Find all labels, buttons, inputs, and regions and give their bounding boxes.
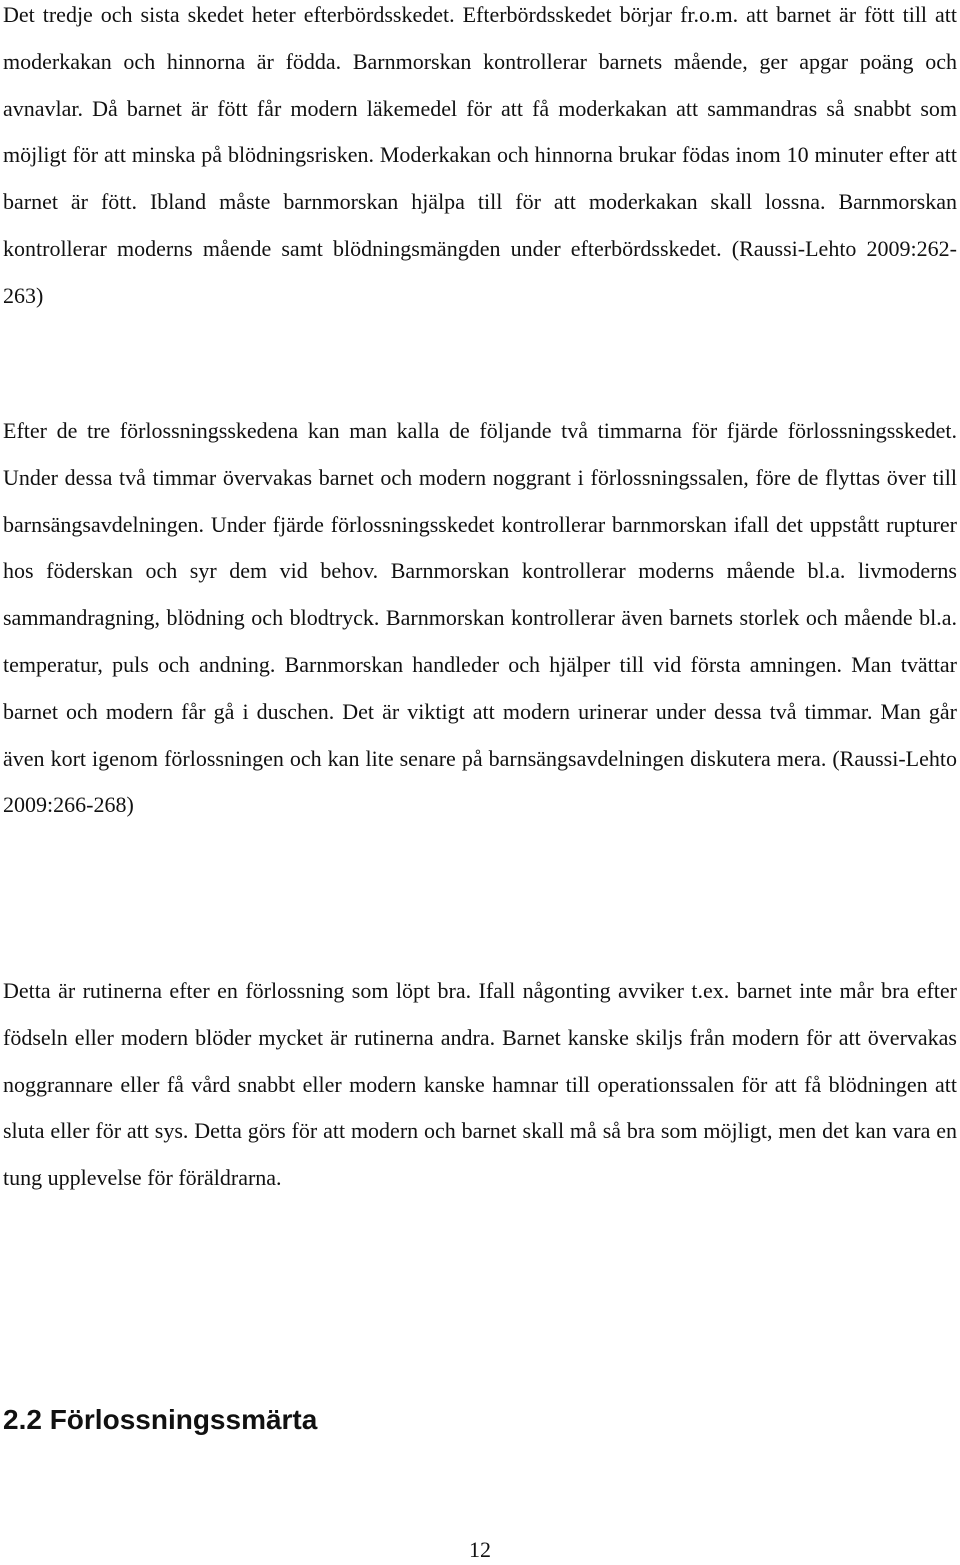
section-heading: 2.2 Förlossningssmärta [3,1404,318,1435]
paragraph-afterbirth-stage: Det tredje och sista skedet heter efterbördsskedet. Efterbördsskedet börjar fr.o.m. att barnet är fött till att moderkakan och hinnorna är födda. Barnmorskan kontrollerar barnets mående, ger apgar poäng och avnavlar. Då barnet är fött får modern läkemedel för att få moderkakan att sammandras så snabbt som möjligt för att minska på blödningsrisken. Moderkakan och hinnorna brukar födas inom 10 minuter efter att barnet är fött. Ibland måste barnmorskan hjälpa till för att moderkakan skall lossna. Barnmorskan kontrollerar moderns mående samt blödningsmängden under efterbördsskedet. (Raussi-Lehto 2009:262-263) [3,2,957,308]
paragraph-routines: Detta är rutinerna efter en förlossning som löpt bra. Ifall någonting avviker t.ex. barnet inte mår bra efter födseln eller modern blöder mycket är rutinerna andra. Barnet kanske skiljs från modern för att övervakas noggrannare eller få vård snabbt eller modern kanske hamnar till operationssalen för att få blödningen att sluta eller för att sys. Detta görs för att modern och barnet skall må så bra som möjligt, men det kan vara en tung upplevelse för föräldrarna. [3,978,957,1191]
page-number: 12 [469,1537,491,1562]
paragraph-fourth-stage: Efter de tre förlossningsskedena kan man kalla de följande två timmarna för fjärde förlossningsskedet. Under dessa två timmar övervakas barnet och modern noggrant i förlossningssalen, före de flyttas över till barnsängsavdelningen. Under fjärde förlossningsskedet kontrollerar barnmorskan ifall det uppstått rupturer hos föderskan och syr dem vid behov. Barnmorskan kontrollerar moderns mående bl.a. livmoderns sammandragning, blödning och blodtryck. Barnmorskan kontrollerar även barnets storlek och mående bl.a. temperatur, puls och andning. Barnmorskan handleder och hjälper till vid första amningen. Man tvättar barnet och modern får gå i duschen. Det är viktigt att modern urinerar under dessa två timmar. Man går även kort igenom förlossningen och kan lite senare på barnsängsavdelningen diskutera mera. (Raussi-Lehto 2009:266-268) [3,418,957,818]
document-page [3,0,957,1561]
